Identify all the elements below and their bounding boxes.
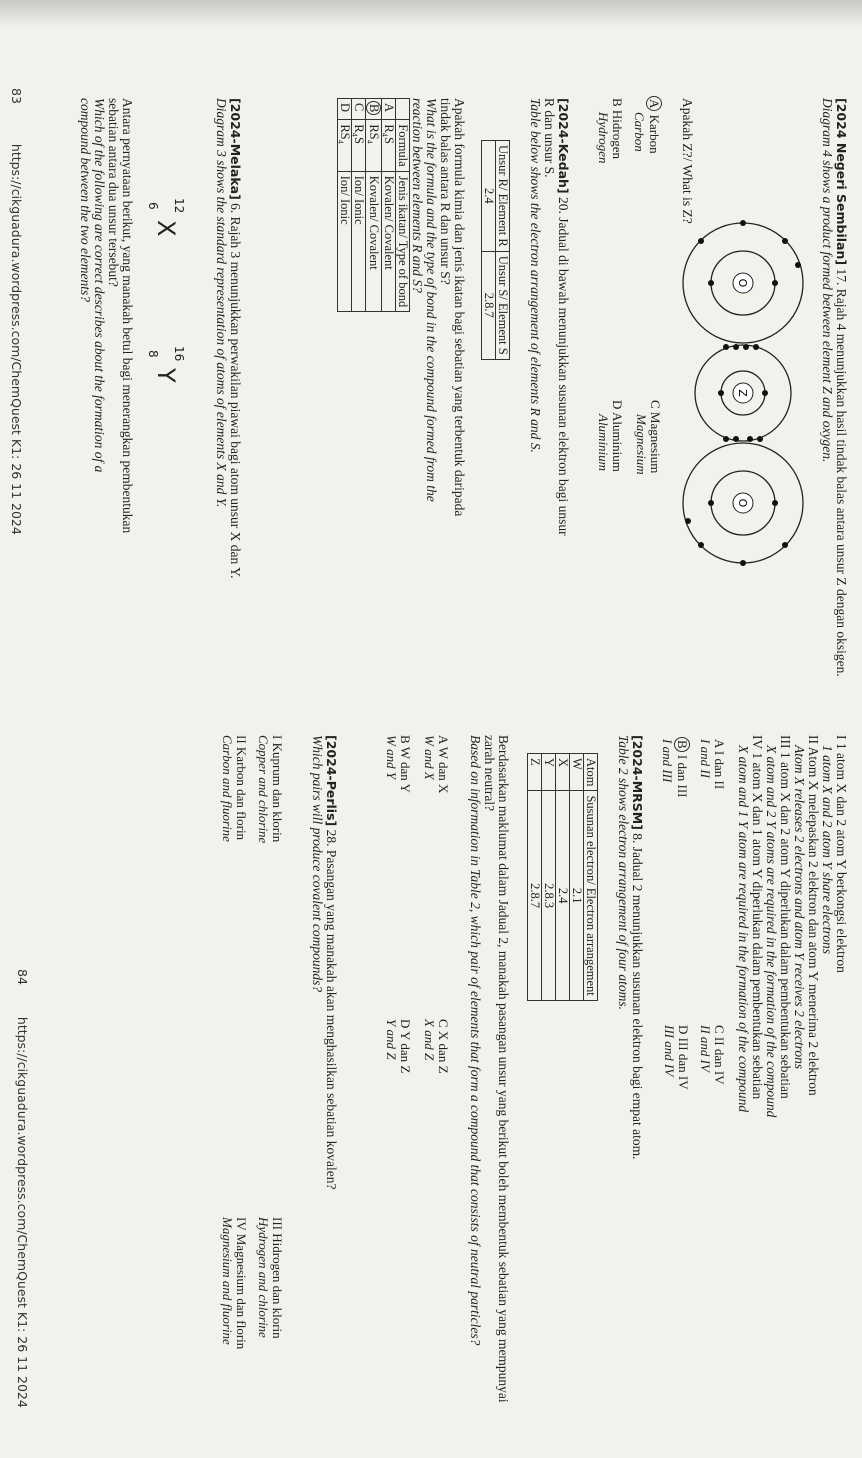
footer-url-83: https://cikguadura.wordpress.com/ChemQuest K1: 26 11 2024 xyxy=(9,143,24,535)
book-edge-shadow xyxy=(0,0,862,28)
q17-option-d-en: Aluminium xyxy=(596,414,611,472)
q17-option-b-ms: Hidrogen xyxy=(610,109,625,160)
q8-option-d-ms: Y dan Z xyxy=(398,1031,413,1074)
q28-option-3-en: Hydrogen and chlorine xyxy=(256,1217,271,1338)
q20-electron-table xyxy=(481,140,510,360)
nuclide-y-symbol: Y xyxy=(152,368,180,383)
q20-row-d-formula: RS₄ xyxy=(338,120,352,171)
q6-option-a-letter: A xyxy=(712,739,727,748)
q28-option-4-numeral: IV xyxy=(234,1217,249,1231)
q8-row-x-atom: X xyxy=(556,754,570,791)
q28-option-2-numeral: II xyxy=(234,735,249,744)
q20-source: [2024-Kedah] xyxy=(556,98,571,194)
statement-4-ms: IV 1 atom X dan 1 atom Y diperlukan dalam pembentukan sebatian xyxy=(750,735,765,1100)
footer-url-84: https://cikguadura.wordpress.com/ChemQuest K1: 26 11 2024 xyxy=(15,1016,30,1408)
q6-question-en1: Which of the following are correct describes about the formation of a xyxy=(92,98,107,473)
nuclide-x-mass: 12 xyxy=(172,198,186,214)
q17-atom-right: O xyxy=(736,498,749,508)
q17-option-d-ms: Aluminium xyxy=(610,411,625,472)
question-20 xyxy=(528,98,570,538)
page-number-83: 83 xyxy=(9,88,24,104)
q8-option-d xyxy=(384,1019,412,1073)
q20-number: 20. xyxy=(556,197,571,214)
q28-option-2-ms: Karbon dan florin xyxy=(234,746,249,841)
page-number-84: 84 xyxy=(15,969,30,985)
q17-option-c-letter: C xyxy=(648,400,663,409)
q28-text-ms: Pasangan yang manakah akan menghasilkan sebatian kovalen? xyxy=(324,849,339,1190)
q8-option-b-letter: B xyxy=(398,735,413,744)
q6-option-b-ms: I dan III xyxy=(675,754,690,798)
q6-text-ms: Rajah 3 menunjukkan perwakilan piawai bagi atom unsur X dan Y. xyxy=(228,216,243,579)
q17-option-c-ms: Magnesium xyxy=(648,411,663,474)
q8-option-a-letter: A xyxy=(436,735,451,744)
q20-value-s: 2.8.7 xyxy=(482,251,496,359)
q28-option-1-ms: Kuprum dan klorin xyxy=(270,742,285,843)
q6-option-c-ms: II dan IV xyxy=(712,1036,727,1085)
q28-option-1 xyxy=(256,735,284,843)
q20-row-b-formula: RS₄ xyxy=(366,120,382,171)
q6-option-d-ms: III dan IV xyxy=(676,1037,691,1090)
q8-option-b-en: W and Y xyxy=(384,735,399,780)
q17-text-en: Diagram 4 shows a product formed between element Z and oxygen. xyxy=(820,98,835,463)
q28-option-4-en: Magnesium and fluorine xyxy=(220,1217,235,1345)
page-84 xyxy=(0,729,862,1458)
q6-option-d xyxy=(662,1025,690,1090)
q20-row-a-letter: A xyxy=(382,99,396,120)
q20-value-r: 2.4 xyxy=(482,141,496,252)
q17-option-b-letter: B xyxy=(610,98,625,107)
q28-option-2 xyxy=(220,735,248,842)
q20-row-b-bond: Kovalen/ Covalent xyxy=(366,171,382,312)
q20-row-d-bond: Ion/ Ionic xyxy=(338,171,352,312)
nuclide-y-mass: 16 xyxy=(172,346,186,362)
q17-option-a-ms: Karbon xyxy=(647,114,662,154)
q17-text-ms: Rajah 4 menunjukkan hasil tindak balas antara unsur Z dengan oksigen. xyxy=(834,288,849,677)
statement-3-ms: III 1 atom X dan 2 atom Y diperlukan dalam pembentukan sebatian xyxy=(778,735,793,1099)
q6-option-b-letter-circled: B xyxy=(674,737,690,752)
q8-option-c-ms: X dan Z xyxy=(436,1030,451,1074)
q8-option-d-en: Y and Z xyxy=(384,1019,399,1060)
q8-header-atom: Atom xyxy=(584,754,598,791)
q28-option-3-ms: Hidrogen dan klorin xyxy=(270,1233,285,1339)
q6-option-c-letter: C xyxy=(712,1025,727,1034)
q20-answer-header-bond: Jenis ikatan/ Type of bond xyxy=(396,171,410,312)
q8-row-y-arr: 2.8.3 xyxy=(542,791,556,1000)
q20-row-c-formula: R₄S xyxy=(352,120,366,171)
q20-question-ms: Apakah formula kimia dan jenis ikatan bagi sebatian yang terbentuk daripada tindak balas antara R dan unsur S? xyxy=(438,98,467,517)
q8-header-arrangement: Susunan electron/ Electron arrangement xyxy=(584,791,598,1000)
q8-option-b-ms: W dan Y xyxy=(398,746,413,793)
q8-text-ms: Jadual 2 menunjukkan susunan elektron bagi empat atom. xyxy=(630,846,645,1160)
q17-option-b-en: Hydrogen xyxy=(596,112,611,164)
q8-row-z-atom: Z xyxy=(528,754,542,791)
q8-option-c-en: X and Z xyxy=(422,1019,437,1061)
q6-number: 6. xyxy=(228,203,243,214)
q8-option-b xyxy=(384,735,412,793)
q20-answer-header-formula: Formula xyxy=(396,120,410,171)
q6-option-a-ms: I dan II xyxy=(712,750,727,790)
q20-row-a-bond: Kovalen/ Covalent xyxy=(382,171,396,312)
q8-question xyxy=(468,735,510,1435)
statement-1-ms: I 1 atom X dan 2 atom Y berkongsi elektron xyxy=(834,735,849,973)
q8-option-a-en: W and X xyxy=(422,735,437,780)
q20-answer-header-letter xyxy=(396,99,410,120)
q8-table-row xyxy=(570,754,584,1001)
q8-table-row xyxy=(556,754,570,1001)
q17-electron-diagram xyxy=(668,175,818,625)
q28-option-1-numeral: I xyxy=(270,735,285,740)
q17-option-c xyxy=(634,400,662,475)
q8-atom-table xyxy=(527,753,598,1001)
q17-option-b xyxy=(596,98,624,164)
q6-source: [2024-Melaka] xyxy=(228,98,243,200)
q8-source: [2024-MRSM] xyxy=(630,735,645,830)
q6-option-b-en: I and III xyxy=(660,739,675,783)
q8-option-c xyxy=(422,1019,450,1074)
q20-answer-row xyxy=(352,99,366,312)
q20-question-en: What is the formula and the type of bond in the compound formed from the reaction between elements R and S? xyxy=(410,98,439,502)
q20-row-d-letter: D xyxy=(338,99,352,120)
q8-option-a xyxy=(422,735,450,793)
q8-option-a-ms: W dan X xyxy=(436,746,451,794)
q8-question-ms: Berdasarkan maklumat dalam Jadual 2, manakah pasangan unsur yang berikut boleh membentuk sebatian yang mempunyai zarah neutral? xyxy=(482,735,511,1403)
q6-question-en2: compound between the two elements? xyxy=(78,98,93,302)
q17-number: 17. xyxy=(834,268,849,286)
question-17 xyxy=(820,98,848,718)
q20-row-b-letter-circled: B xyxy=(366,101,381,115)
q28-option-1-en: Copper and chlorine xyxy=(256,735,271,844)
q20-text-en: Table below shows the electron arrangement of elements R and S. xyxy=(528,98,543,453)
q6-option-d-en: III and IV xyxy=(662,1025,677,1077)
q8-option-d-letter: D xyxy=(398,1019,413,1029)
statement-4-en: X atom and 1 Y atom are required in the formation of the compound xyxy=(736,745,751,1113)
q20-row-a-formula: R₄S xyxy=(382,120,396,171)
q17-prompt xyxy=(680,98,694,224)
question-8 xyxy=(616,735,644,1295)
q17-prompt-text: Apakah Z?/ What is Z? xyxy=(680,98,695,224)
q8-row-z-arr: 2.8.7 xyxy=(528,791,542,1000)
q20-question xyxy=(410,98,466,538)
q6-question xyxy=(78,98,134,578)
page-84-footer xyxy=(15,969,30,1408)
q6-text-en: Diagram 3 shows the standard representation of atoms of elements X and Y. xyxy=(214,98,229,508)
q8-text-en: Table 2 shows electron arrangement of four atoms. xyxy=(616,735,631,1011)
q28-option-2-en: Carbon and fluorine xyxy=(220,735,235,842)
q8-table-row xyxy=(542,754,556,1001)
q8-table-row xyxy=(528,754,542,1001)
q17-source: [2024 Negeri Sembilan] xyxy=(834,98,849,266)
q6-option-b xyxy=(660,739,690,798)
q8-row-w-atom: W xyxy=(570,754,584,791)
q20-row-c-bond: Ion/ Ionic xyxy=(352,171,366,312)
q8-number: 8. xyxy=(630,833,645,844)
q20-answer-row xyxy=(382,99,396,312)
q6-option-a-en: I and II xyxy=(698,739,713,778)
q17-option-a-letter-circled: A xyxy=(646,96,662,111)
q6-question-ms: Antara pernyataan berikut, yang manakah betul bagi menerangkan pembentukan sebatian antara dua unsur tersebut? xyxy=(106,98,135,534)
q8-row-y-atom: Y xyxy=(542,754,556,791)
q20-answer-row xyxy=(338,99,352,312)
q17-atom-center: Z xyxy=(736,389,749,397)
q8-option-c-letter: C xyxy=(436,1019,451,1028)
statement-3-en: X atom and 2 Y atoms are required in the formation of the compound xyxy=(764,745,779,1118)
q28-source: [2024-Perlis] xyxy=(324,735,339,827)
q8-question-en: Based on information in Table 2, which pair of elements that form a compound that consists of neutral particles? xyxy=(468,735,483,1346)
nuclide-y-proton: 8 xyxy=(146,350,160,358)
q17-option-a-en: Carbon xyxy=(632,112,647,152)
question-6 xyxy=(214,98,242,658)
q20-answer-row xyxy=(366,99,382,312)
statement-2-ms: II Atom X melepaskan 2 elektron dan atom Y menerima 2 elektron xyxy=(806,735,821,1096)
question-28 xyxy=(310,735,338,1435)
q8-row-x-arr: 2.4 xyxy=(556,791,570,1000)
nuclide-x-symbol: X xyxy=(152,220,180,237)
q20-text-ms: Jadual di bawah menunjukkan susunan elektron bagi unsur R dan unsur S. xyxy=(542,98,571,536)
statement-1-en: 1 atom X and 2 atom Y share electrons xyxy=(820,745,835,954)
q8-row-w-arr: 2.1 xyxy=(570,791,584,1000)
q28-number: 28. xyxy=(324,829,339,847)
q6-option-a xyxy=(698,739,726,789)
q6-option-d-letter: D xyxy=(676,1025,691,1035)
q28-option-4-ms: Magnesium dan florin xyxy=(234,1233,249,1350)
nuclide-x-proton: 6 xyxy=(146,202,160,210)
q17-option-d xyxy=(596,400,624,472)
q17-option-d-letter: D xyxy=(610,400,625,410)
q20-answer-table xyxy=(337,98,410,312)
q20-header-r: Unsur R/ Element R xyxy=(496,141,510,252)
q28-option-4 xyxy=(220,1217,248,1349)
q28-option-3 xyxy=(256,1217,284,1339)
q28-option-3-numeral: III xyxy=(270,1217,285,1230)
q6-option-c-en: II and IV xyxy=(698,1025,713,1072)
q20-row-c-letter: C xyxy=(352,99,366,120)
statement-2-en: Atom X releases 2 electrons and atom Y receives 2 electrons xyxy=(792,745,807,1070)
q17-option-a xyxy=(632,98,662,154)
q28-text-en: Which pairs will produce covalent compounds? xyxy=(310,735,325,993)
page-83-footer xyxy=(9,88,24,535)
q6-option-c xyxy=(698,1025,726,1085)
q6-statements xyxy=(736,735,848,1435)
q17-option-c-en: Magnesium xyxy=(634,414,649,475)
q17-atom-left: O xyxy=(736,278,749,288)
q20-header-s: Unsur S/ Element S xyxy=(496,251,510,359)
